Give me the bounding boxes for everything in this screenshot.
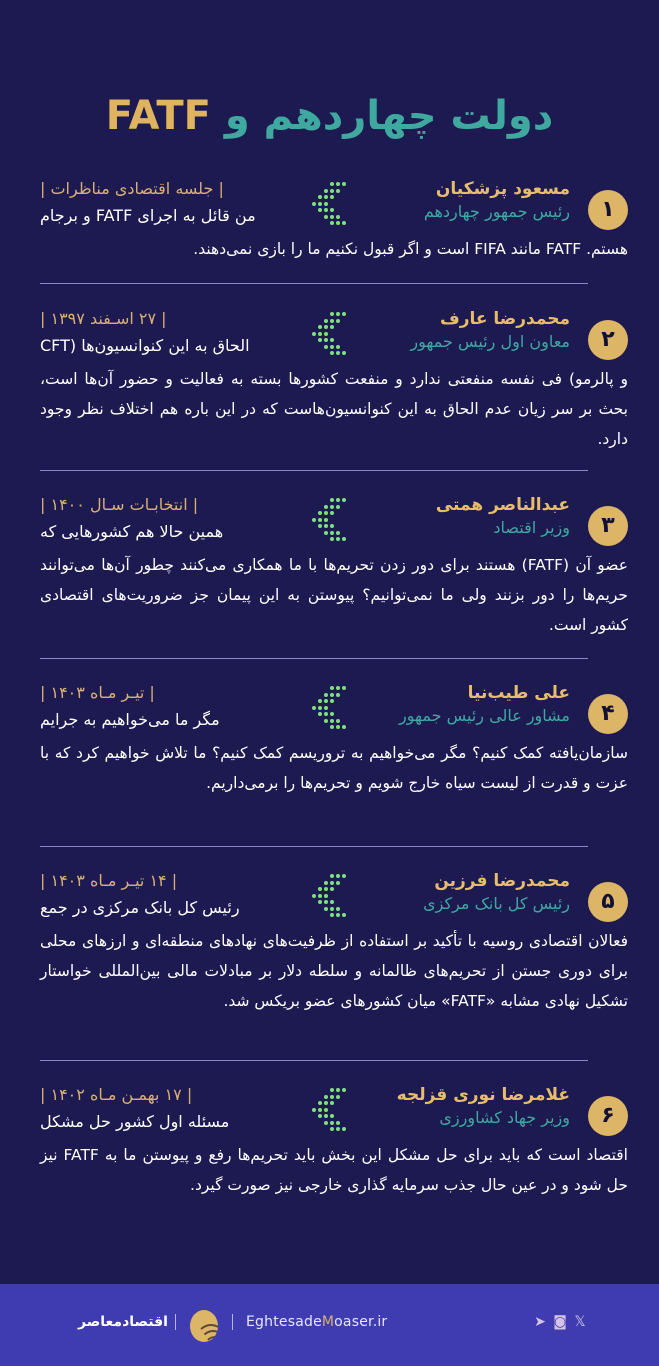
- quote-lead: رئیس کل بانک مرکزی در جمع: [40, 898, 240, 917]
- dotted-chevron-left-icon: [312, 498, 346, 542]
- divider: [40, 1060, 588, 1061]
- person: [436, 494, 570, 540]
- divider: [40, 283, 588, 284]
- quote-body: اقتصاد است که باید برای حل مشکل این بخش باید تحریم‌ها رفع و پیوستن ما به FATF نیز حل شود و در عین حال جذب سرمایه گذاری خارجی نیز صورت گیرد.: [40, 1146, 628, 1194]
- divider: [40, 846, 588, 847]
- quote-body: و پالرمو) فی نفسه منفعتی ندارد و منفعت کشورها بسته به فعالیت و حضور آن‌ها است، بحث بر سر زیان عدم الحاق به این کنوانسیون‌هاست که در این باره هم اختلاف نظر وجود دارد.: [40, 370, 628, 448]
- title-persian: دولت چهاردهم و: [224, 93, 554, 139]
- dotted-chevron-left-icon: [312, 874, 346, 918]
- entry-1: [40, 178, 628, 268]
- quote-lead: مگر ما می‌خواهیم به جرایم: [40, 710, 220, 729]
- number-badge: ۴: [588, 694, 628, 734]
- footer: [0, 1284, 659, 1366]
- brand-logo-icon: [190, 1310, 218, 1342]
- site-prefix: Eghtesade: [246, 1314, 322, 1330]
- person-role: وزیر جهاد کشاورزی: [439, 1108, 570, 1127]
- dotted-chevron-left-icon: [312, 1088, 346, 1132]
- number-badge: ۶: [588, 1096, 628, 1136]
- instagram-icon[interactable]: ◙: [553, 1314, 567, 1330]
- site-suffix: oaser.ir: [334, 1314, 388, 1330]
- social-links: [532, 1314, 588, 1330]
- person-name: مسعود پزشکیان: [435, 179, 570, 199]
- number-badge: ۲: [588, 320, 628, 360]
- person: [410, 308, 570, 354]
- quote-body: سازمان‌یافته کمک کنیم؟ مگر می‌خواهیم به تروریسم کمک کنیم؟ ما تلاش خواهیم کرد که با عزت و قدرت از لیست سیاه خارج شویم و تحریم‌ها را برمی‌داریم.: [40, 744, 628, 792]
- person-role: رئیس جمهور چهاردهم: [423, 202, 570, 221]
- quote-lead: من قائل به اجرای FATF و برجام: [40, 206, 256, 225]
- source-label: | جلسه اقتصادی مناظرات |: [40, 179, 224, 198]
- separator: [175, 1314, 176, 1330]
- number-badge: ۱: [588, 190, 628, 230]
- quote-lead: الحاق به این کنوانسیون‌ها (CFT: [40, 336, 250, 355]
- person-role: وزیر اقتصاد: [493, 518, 570, 537]
- person-name: محمدرضا عارف: [439, 309, 570, 329]
- title-english: FATF: [105, 93, 211, 139]
- person-role: رئیس کل بانک مرکزی: [423, 894, 570, 913]
- dotted-chevron-left-icon: [312, 312, 346, 356]
- source-label: | ۱۷ بهمـن مـاه ۱۴۰۲ |: [40, 1085, 193, 1104]
- person: [399, 682, 570, 728]
- x-icon[interactable]: 𝕏: [574, 1314, 586, 1330]
- quote-body: فعالان اقتصادی روسیه با تأکید بر استفاده از ظرفیت‌های نهادهای منطقه‌ای و ارزهای محلی برای دوری جستن از تحریم‌های ظالمانه و سلطه دلار بر مبادلات مالی بین‌المللی خواستار تشکیل نهادی مشابه «FATF» میان کشورهای عضو بریکس شد.: [40, 932, 628, 1010]
- dotted-chevron-left-icon: [312, 182, 346, 226]
- source-label: | تیـر مـاه ۱۴۰۳ |: [40, 683, 155, 702]
- entry-4: [40, 682, 628, 832]
- entry-3: [40, 494, 628, 644]
- quote-lead: همین حالا هم کشورهایی که: [40, 522, 224, 541]
- site-m: M: [321, 1314, 335, 1330]
- number-badge: ۵: [588, 882, 628, 922]
- website-link[interactable]: [246, 1314, 387, 1330]
- divider: [40, 470, 588, 471]
- person: [397, 1084, 570, 1130]
- person: [423, 870, 570, 916]
- telegram-icon[interactable]: ➤: [534, 1314, 546, 1330]
- page-title: [0, 88, 659, 144]
- number-badge: ۳: [588, 506, 628, 546]
- quote-body: عضو آن (FATF) هستند برای دور زدن تحریم‌ها با ما همکاری می‌کنند چطور آن‌ها می‌توانند حریم‌ها را دور بزنند ولی ما نمی‌توانیم؟ پیوستن به این پیمان جز ضروریت‌های اقتصادی کشور است.: [40, 556, 628, 634]
- divider: [40, 658, 588, 659]
- source-label: | ۱۴ تیـر مـاه ۱۴۰۳ |: [40, 871, 178, 890]
- dotted-chevron-left-icon: [312, 686, 346, 730]
- entry-2: [40, 308, 628, 458]
- quote-body: هستم. FATF مانند FIFA است و اگر قبول نکنیم ما را بازی نمی‌دهند.: [193, 240, 628, 258]
- person-name: علی طیب‌نیا: [467, 683, 570, 703]
- person-role: معاون اول رئیس جمهور: [410, 332, 570, 351]
- source-label: | انتخابـات سـال ۱۴۰۰ |: [40, 495, 199, 514]
- source-label: | ۲۷ اسـفند ۱۳۹۷ |: [40, 309, 167, 328]
- person-name: محمدرضا فرزین: [434, 871, 570, 891]
- entry-5: [40, 870, 628, 1050]
- person: [424, 178, 570, 224]
- brand-name: اقتصادمعاصر: [78, 1314, 168, 1330]
- entry-6: [40, 1084, 628, 1234]
- quote-lead: مسئله اول کشور حل مشکل: [40, 1112, 230, 1131]
- person-name: غلامرضا نوری قزلجه: [396, 1085, 570, 1105]
- person-name: عبدالناصر همتی: [435, 495, 570, 515]
- person-role: مشاور عالی رئیس جمهور: [399, 706, 570, 725]
- separator: [232, 1314, 233, 1330]
